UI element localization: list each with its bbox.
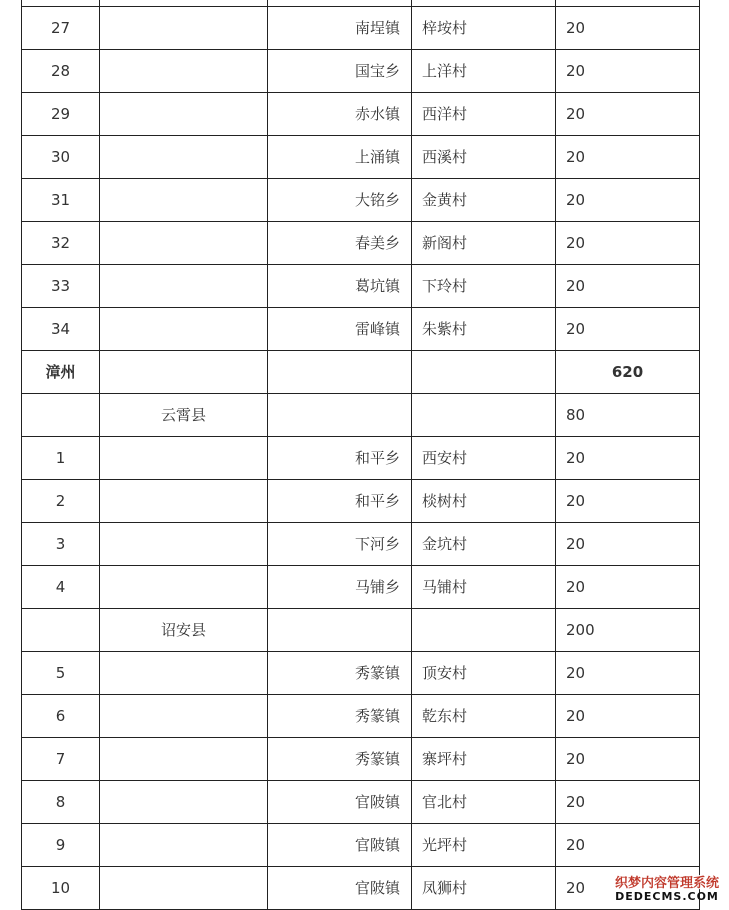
table-row — [22, 308, 700, 351]
cell-town: 马铺乡 — [268, 566, 412, 609]
table-row — [22, 781, 700, 824]
cell-village: 光坪村 — [412, 824, 556, 867]
cell-number: 30 — [22, 136, 100, 179]
cell-county — [100, 652, 268, 695]
cell-village — [412, 394, 556, 437]
cell-number: 9 — [22, 824, 100, 867]
cell-town: 秀篆镇 — [268, 695, 412, 738]
table-row — [22, 136, 700, 179]
site-watermark — [615, 877, 719, 902]
cell-number: 1 — [22, 437, 100, 480]
cell-number: 漳州 — [22, 351, 100, 394]
cell-county: 诏安县 — [100, 609, 268, 652]
cell-town: 秀篆镇 — [268, 738, 412, 781]
cell-village: 下玲村 — [412, 265, 556, 308]
table-row — [22, 437, 700, 480]
cell-amount: 20 — [556, 480, 700, 523]
table-row — [22, 93, 700, 136]
cell-village: 凤狮村 — [412, 867, 556, 910]
cell-town: 和平乡 — [268, 480, 412, 523]
cell-town: 官陂镇 — [268, 781, 412, 824]
cell-village — [412, 609, 556, 652]
cell-number: 28 — [22, 50, 100, 93]
cell-amount: 20 — [556, 566, 700, 609]
table-row — [22, 265, 700, 308]
cell-town: 赤水镇 — [268, 93, 412, 136]
cell-number: 5 — [22, 652, 100, 695]
cell-town: 和平乡 — [268, 437, 412, 480]
table-body — [22, 0, 700, 910]
cell-county — [100, 50, 268, 93]
cell-county — [100, 523, 268, 566]
cell-county: 云霄县 — [100, 394, 268, 437]
cell-amount: 20 — [556, 50, 700, 93]
cell-village: 西洋村 — [412, 93, 556, 136]
cell-number: 8 — [22, 781, 100, 824]
cell-number — [22, 394, 100, 437]
cell-number: 4 — [22, 566, 100, 609]
cell-village: 金黄村 — [412, 179, 556, 222]
table-row — [22, 824, 700, 867]
cell-county — [100, 480, 268, 523]
cell-amount: 20 — [556, 652, 700, 695]
cell-amount: 20 — [556, 265, 700, 308]
watermark-cn: 织梦内容管理系统 — [614, 876, 719, 891]
cell-county — [100, 7, 268, 50]
cell-village: 棪树村 — [412, 480, 556, 523]
watermark-en: DEDECMS.COM — [615, 890, 719, 903]
cell-town: 南埕镇 — [268, 7, 412, 50]
cell-number: 7 — [22, 738, 100, 781]
cell-amount: 20 — [556, 7, 700, 50]
table-row — [22, 179, 700, 222]
cell-number: 29 — [22, 93, 100, 136]
cell-village: 乾东村 — [412, 695, 556, 738]
cell-town: 春美乡 — [268, 222, 412, 265]
cell-county — [100, 738, 268, 781]
cell-village: 顶安村 — [412, 652, 556, 695]
cell-county — [100, 136, 268, 179]
cell-amount: 80 — [556, 394, 700, 437]
cell-town: 大铭乡 — [268, 179, 412, 222]
table-row — [22, 652, 700, 695]
cell-county — [100, 824, 268, 867]
cell-amount: 200 — [556, 609, 700, 652]
cell-amount: 20 — [556, 695, 700, 738]
cell-village: 上洋村 — [412, 50, 556, 93]
cell-town: 国宝乡 — [268, 50, 412, 93]
cell-county — [100, 93, 268, 136]
cell-amount: 20 — [556, 136, 700, 179]
cell-amount: 20 — [556, 867, 700, 910]
cell-town: 官陂镇 — [268, 824, 412, 867]
cell-town: 秀篆镇 — [268, 652, 412, 695]
cell-amount: 20 — [556, 179, 700, 222]
cell-town: 官陂镇 — [268, 867, 412, 910]
cell-village: 金坑村 — [412, 523, 556, 566]
table-row — [22, 566, 700, 609]
cell-town: 雷峰镇 — [268, 308, 412, 351]
cell-county — [100, 222, 268, 265]
cell-amount: 20 — [556, 222, 700, 265]
cell-county — [100, 265, 268, 308]
cell-number: 6 — [22, 695, 100, 738]
cell-amount: 20 — [556, 308, 700, 351]
table-row — [22, 867, 700, 910]
cell-amount: 20 — [556, 523, 700, 566]
allocation-table — [21, 0, 700, 910]
cell-town: 下河乡 — [268, 523, 412, 566]
cell-county — [100, 695, 268, 738]
cell-village: 新阁村 — [412, 222, 556, 265]
cell-county — [100, 437, 268, 480]
cell-county — [100, 781, 268, 824]
cell-village: 朱紫村 — [412, 308, 556, 351]
cell-county — [100, 566, 268, 609]
cell-village: 官北村 — [412, 781, 556, 824]
cell-town — [268, 394, 412, 437]
cell-village: 寨坪村 — [412, 738, 556, 781]
cell-village — [412, 351, 556, 394]
cell-village: 西安村 — [412, 437, 556, 480]
cell-number: 2 — [22, 480, 100, 523]
cell-number: 3 — [22, 523, 100, 566]
cell-town: 葛坑镇 — [268, 265, 412, 308]
cell-county — [100, 308, 268, 351]
cell-county — [100, 867, 268, 910]
table-row — [22, 222, 700, 265]
cell-number: 33 — [22, 265, 100, 308]
cell-amount: 20 — [556, 93, 700, 136]
table-row — [22, 480, 700, 523]
county-row — [22, 394, 700, 437]
cell-amount: 20 — [556, 437, 700, 480]
cell-village: 马铺村 — [412, 566, 556, 609]
cell-village: 西溪村 — [412, 136, 556, 179]
cell-town — [268, 351, 412, 394]
cell-amount: 20 — [556, 781, 700, 824]
cell-number — [22, 609, 100, 652]
cell-county — [100, 351, 268, 394]
cell-number: 31 — [22, 179, 100, 222]
cell-town: 上涌镇 — [268, 136, 412, 179]
cell-village: 梓垵村 — [412, 7, 556, 50]
city-row — [22, 351, 700, 394]
table-row — [22, 695, 700, 738]
cell-amount: 620 — [556, 351, 700, 394]
cell-county — [100, 179, 268, 222]
cell-amount: 20 — [556, 738, 700, 781]
cell-number: 32 — [22, 222, 100, 265]
cell-town — [268, 609, 412, 652]
cell-number: 34 — [22, 308, 100, 351]
table-row — [22, 523, 700, 566]
county-row — [22, 609, 700, 652]
cell-number: 10 — [22, 867, 100, 910]
table-row — [22, 50, 700, 93]
table-row — [22, 7, 700, 50]
table-row — [22, 738, 700, 781]
cell-amount: 20 — [556, 824, 700, 867]
cell-number: 27 — [22, 7, 100, 50]
